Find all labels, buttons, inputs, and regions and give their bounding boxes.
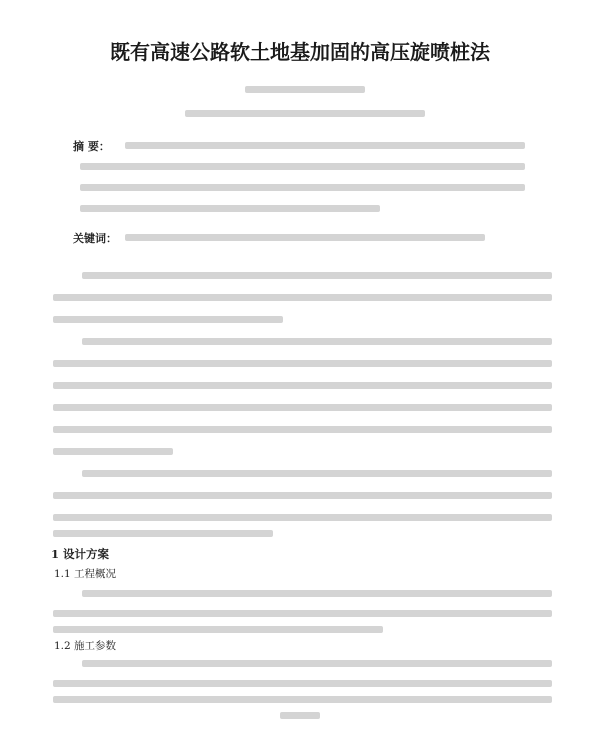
- abstract-line: [80, 163, 525, 170]
- body-line: [82, 470, 552, 477]
- abstract-label: 摘 要：: [73, 140, 110, 153]
- body-line: [53, 448, 173, 455]
- body-line: [82, 660, 552, 667]
- abstract-line: [80, 205, 380, 212]
- keywords-label: 关键词：: [73, 232, 117, 245]
- paper-title: 既有高速公路软土地基加固的高压旋喷桩法: [110, 40, 490, 64]
- page-number-placeholder: [280, 712, 320, 719]
- body-line: [53, 404, 552, 411]
- section-heading: 1 设计方案: [51, 547, 110, 561]
- body-line: [53, 294, 552, 301]
- body-line: [53, 530, 273, 537]
- subsection-heading: 1.2 施工参数: [54, 640, 117, 652]
- abstract-line: [125, 142, 525, 149]
- body-line: [53, 610, 552, 617]
- body-line: [53, 696, 552, 703]
- authors-placeholder: [245, 86, 365, 93]
- keywords-line: [125, 234, 485, 241]
- body-line: [82, 590, 552, 597]
- body-line: [53, 316, 283, 323]
- body-line: [82, 338, 552, 345]
- body-line: [53, 626, 383, 633]
- body-line: [82, 272, 552, 279]
- subsection-heading: 1.1 工程概况: [54, 568, 117, 580]
- abstract-line: [80, 184, 525, 191]
- body-line: [53, 426, 552, 433]
- body-line: [53, 680, 552, 687]
- body-line: [53, 382, 552, 389]
- body-line: [53, 360, 552, 367]
- body-line: [53, 492, 552, 499]
- affiliation-placeholder: [185, 110, 425, 117]
- body-line: [53, 514, 552, 521]
